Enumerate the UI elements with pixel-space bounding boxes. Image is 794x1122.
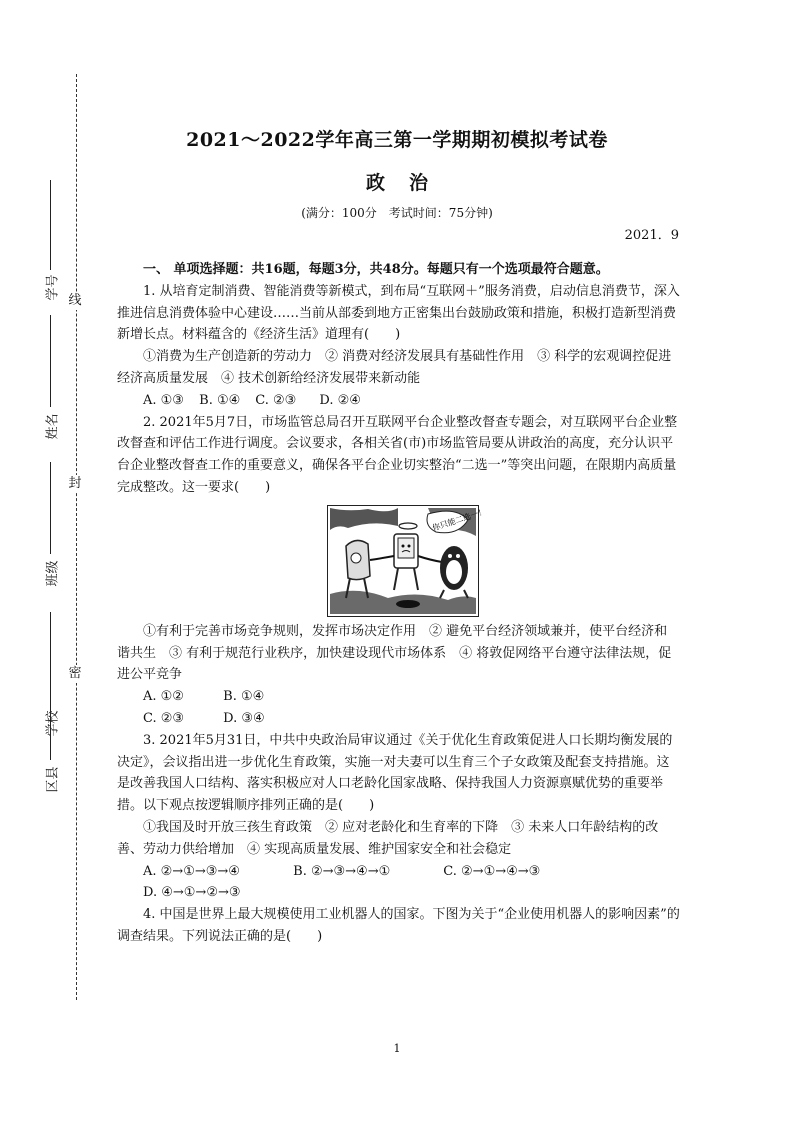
cartoon-speech-text: 你只能二选一！ [431, 506, 488, 533]
q2-option-d[interactable]: D. ③④ [223, 710, 265, 726]
section-heading: 一、 单项选择题：共16题，每题3分，共48分。每题只有一个选项最符合题意。 [143, 262, 609, 277]
exam-meta: (满分：100分 考试时间：75分钟) [301, 206, 493, 220]
class-field[interactable] [40, 462, 62, 597]
q1-option-c[interactable]: C. ②③ [255, 392, 297, 408]
class-line [50, 462, 51, 554]
q3-stem: 3. 2021年5月31日，中共中央政治局审议通过《关于优化生育政策促进人口长期均衡发展的决定》，会议指出进一步优化生育政策，实施一对夫妻可以生育三个子女政策及配套支持措施。这是改善我国人口结构、落实积极应对人口老龄化国家战略、保持我国人力资源禀赋优势的重要举措。以下观点按逻辑顺序排列正确的是( ) [117, 732, 673, 814]
q3-option-c[interactable]: C. ②→①→④→③ [443, 863, 541, 879]
q2-options-row2 [117, 708, 680, 730]
name-label: 姓名 [45, 413, 61, 440]
q3-option-b[interactable]: B. ②→③→④→① [293, 863, 391, 879]
q2-cartoon [327, 505, 488, 617]
q2-options-row1 [117, 686, 680, 708]
exam-content [117, 259, 680, 948]
q2-stem: 2. 2021年5月7日，市场监管总局召开互联网平台企业整改督查专题会，对互联网平台企业整改督查和评估工作进行调度。会议要求，各相关省(市)市场监管局要从讲政治的高度，充分认识平台企业整改督查工作的重要意义，确保各平台企业切实整治“二选一”等突出问题，在限期内高质量完成整改。这一要求( ) [117, 414, 678, 495]
name-field[interactable] [40, 315, 62, 450]
class-label: 班级 [45, 560, 61, 587]
q1-option-a[interactable]: A. ①③ [143, 392, 184, 408]
q2-items: ①有利于完善市场竞争规则，发挥市场决定作用 ② 避免平台经济领域兼并，使平台经济和谐共生 ③ 有利于规范行业秩序，加快建设现代市场体系 ④ 将敦促网络平台遵守法律法规，促进公平竞争 [117, 623, 672, 683]
binding-char-xian: 线 [66, 292, 84, 310]
exam-subject: 政治 [365, 172, 452, 194]
q2-option-b[interactable]: B. ①④ [223, 689, 265, 705]
q3-option-d[interactable]: D. ④→①→②→③ [143, 885, 241, 901]
q3-options [117, 861, 680, 905]
binding-char-mi: 密 [66, 665, 84, 683]
student-id-label: 学号 [45, 274, 61, 301]
school-label: 学校 [45, 710, 61, 737]
q4-stem: 4. 中国是世界上最大规模使用工业机器人的国家。下图为关于“企业使用机器人的影响因素”的调查结果。下列说法正确的是( ) [117, 907, 680, 944]
q1-option-b[interactable]: B. ①④ [199, 392, 241, 408]
district-field[interactable] [40, 700, 62, 810]
q2-option-a[interactable]: A. ①② [143, 689, 184, 705]
district-line [50, 700, 51, 760]
exam-title: 2021～2022学年高三第一学期期初模拟考试卷 [186, 129, 608, 151]
name-line [50, 315, 51, 407]
q3-items: ①我国及时开放三孩生育政策 ② 应对老龄化和生育率的下降 ③ 未来人口年龄结构的改善、劳动力供给增加 ④ 实现高质量发展、维护国家安全和社会稳定 [117, 819, 659, 857]
student-id-field[interactable] [40, 180, 62, 300]
cartoon-drawing [328, 506, 488, 616]
q2-option-c[interactable]: C. ②③ [143, 710, 185, 726]
q1-option-d[interactable]: D. ②④ [319, 392, 361, 408]
school-line [50, 612, 51, 704]
q1-stem: 1. 从培育定制消费、智能消费等新模式，到布局“互联网＋”服务消费，启动信息消费节，深入推进信息消费体验中心建设……当前从部委到地方正密集出台鼓励政策和措施，积极打造新型消费新增长点。材料蕴含的《经济生活》道理有( ) [117, 283, 680, 343]
district-label: 区县 [45, 766, 61, 793]
q1-options [117, 390, 680, 412]
q3-option-a[interactable]: A. ②→①→③→④ [143, 863, 240, 879]
exam-date: 2021．9 [624, 228, 679, 243]
q1-items: ①消费为生产创造新的劳动力 ② 消费对经济发展具有基础性作用 ③ 科学的宏观调控促进经济高质量发展 ④ 技术创新给经济发展带来新动能 [117, 349, 672, 386]
page-number: 1 [393, 1042, 401, 1055]
binding-char-feng: 封 [66, 475, 84, 493]
